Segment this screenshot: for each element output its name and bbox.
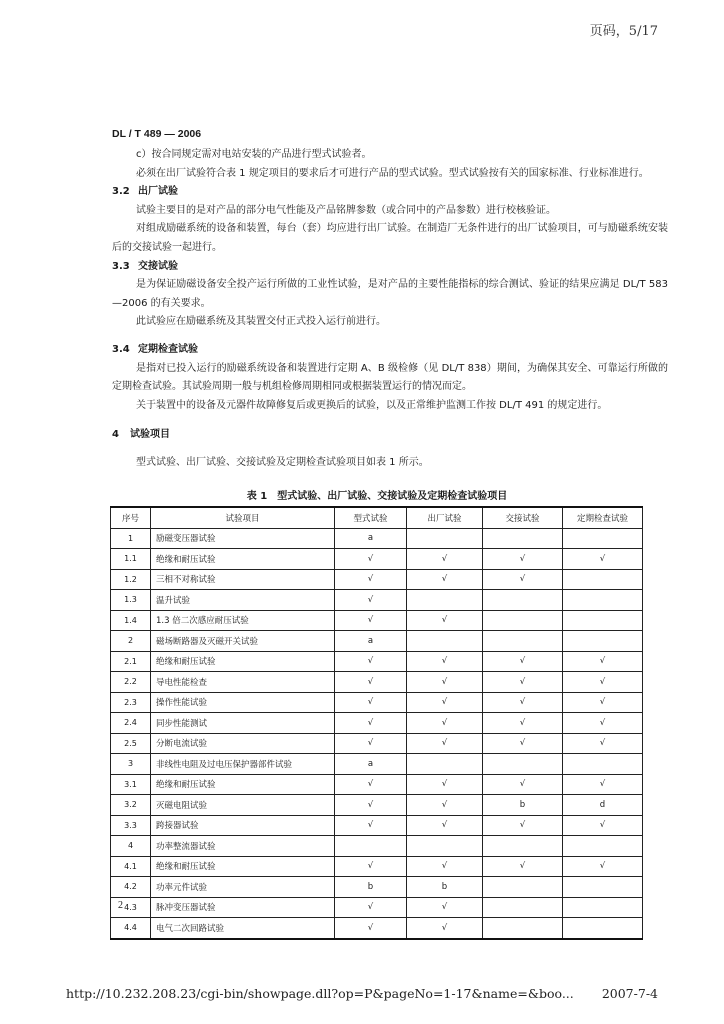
test-mark <box>563 754 643 775</box>
test-mark: √ <box>407 918 483 939</box>
table-row <box>111 836 643 857</box>
test-mark: √ <box>563 856 643 877</box>
test-mark <box>483 836 563 857</box>
table-row <box>111 651 643 672</box>
test-mark: √ <box>483 815 563 836</box>
table-row <box>111 569 643 590</box>
column-header: 出厂试验 <box>407 507 483 528</box>
item-number: 2.4 <box>111 713 151 734</box>
page-number: 2 <box>118 900 123 911</box>
test-mark: √ <box>483 569 563 590</box>
table-row <box>111 815 643 836</box>
test-item-name: 脉冲变压器试验 <box>151 897 335 918</box>
test-mark: √ <box>407 856 483 877</box>
test-mark: √ <box>483 774 563 795</box>
test-item-name: 绝缘和耐压试验 <box>151 651 335 672</box>
test-mark: √ <box>407 610 483 631</box>
item-number: 4.1 <box>111 856 151 877</box>
test-mark: √ <box>407 692 483 713</box>
test-item-name: 绝缘和耐压试验 <box>151 856 335 877</box>
test-mark <box>563 918 643 939</box>
table-header-row <box>111 507 643 528</box>
test-item-name: 操作性能试验 <box>151 692 335 713</box>
column-header: 序号 <box>111 507 151 528</box>
item-number: 1.2 <box>111 569 151 590</box>
test-item-name: 跨接器试验 <box>151 815 335 836</box>
test-mark: √ <box>483 692 563 713</box>
test-item-name: 分断电流试验 <box>151 733 335 754</box>
body-paragraph: 对组成励磁系统的设备和装置，每台（套）均应进行出厂试验。在制造厂无条件进行的出厂试验项目，可与励磁系统安装后的交接试验一起进行。 <box>112 223 668 253</box>
test-item-name: 电气二次回路试验 <box>151 918 335 939</box>
test-mark <box>483 877 563 898</box>
body-paragraph: 此试验应在励磁系统及其装置交付正式投入运行前进行。 <box>136 316 386 328</box>
test-item-name: 功率整流器试验 <box>151 836 335 857</box>
item-number: 2 <box>111 631 151 652</box>
test-mark <box>563 610 643 631</box>
test-item-name: 非线性电阻及过电压保护器部件试验 <box>151 754 335 775</box>
test-mark <box>563 631 643 652</box>
table-row <box>111 713 643 734</box>
section-heading-3-4 <box>112 341 668 360</box>
test-item-name: 磁场断路器及灭磁开关试验 <box>151 631 335 652</box>
table-row <box>111 631 643 652</box>
section-number: 4 <box>112 429 119 441</box>
test-mark <box>483 631 563 652</box>
test-mark: √ <box>483 672 563 693</box>
test-mark: a <box>335 631 407 652</box>
test-item-name: 导电性能检查 <box>151 672 335 693</box>
section-title: 交接试验 <box>138 260 178 272</box>
test-mark: d <box>563 795 643 816</box>
test-mark <box>407 754 483 775</box>
test-mark <box>483 590 563 611</box>
test-mark: √ <box>563 774 643 795</box>
column-header: 型式试验 <box>335 507 407 528</box>
test-mark: √ <box>335 692 407 713</box>
test-mark: √ <box>563 549 643 570</box>
test-mark: a <box>335 528 407 549</box>
test-mark <box>563 590 643 611</box>
document-body <box>112 146 668 473</box>
item-number: 3 <box>111 754 151 775</box>
body-paragraph: 必须在出厂试验符合表 1 规定项目的要求后才可进行产品的型式试验。型式试验按有关的国家标准、行业标准进行。 <box>136 167 649 179</box>
test-mark: √ <box>335 815 407 836</box>
test-mark: √ <box>335 590 407 611</box>
table-row <box>111 795 643 816</box>
item-number: 2.2 <box>111 672 151 693</box>
table-row <box>111 590 643 611</box>
test-mark: √ <box>563 651 643 672</box>
item-number: 1.1 <box>111 549 151 570</box>
test-mark: √ <box>407 815 483 836</box>
test-mark <box>483 528 563 549</box>
item-number: 2.5 <box>111 733 151 754</box>
test-mark <box>563 569 643 590</box>
test-mark <box>335 836 407 857</box>
clause-c: c）按合同规定需对电站安装的产品进行型式试验者。 <box>136 149 372 160</box>
test-mark: √ <box>483 713 563 734</box>
table-row <box>111 918 643 939</box>
table-row <box>111 897 643 918</box>
test-mark: √ <box>407 672 483 693</box>
test-mark: √ <box>563 692 643 713</box>
table-caption: 表 1 型式试验、出厂试验、交接试验及定期检查试验项目 <box>246 491 508 502</box>
item-number: 2.1 <box>111 651 151 672</box>
test-mark <box>407 631 483 652</box>
test-mark: √ <box>483 733 563 754</box>
test-items-table <box>110 506 643 940</box>
item-number: 3.2 <box>111 795 151 816</box>
test-item-name: 励磁变压器试验 <box>151 528 335 549</box>
test-item-name: 功率元件试验 <box>151 877 335 898</box>
table-row <box>111 754 643 775</box>
test-item-name: 三相不对称试验 <box>151 569 335 590</box>
table-row <box>111 692 643 713</box>
test-mark <box>563 897 643 918</box>
test-mark: √ <box>563 815 643 836</box>
body-paragraph: 试验主要目的是对产品的部分电气性能及产品铭牌参数（或合同中的产品参数）进行校核验证。 <box>136 204 556 216</box>
table-row <box>111 549 643 570</box>
test-mark <box>563 836 643 857</box>
table-row <box>111 877 643 898</box>
test-mark: √ <box>407 713 483 734</box>
test-mark <box>563 528 643 549</box>
test-mark <box>407 590 483 611</box>
section-title: 出厂试验 <box>138 186 178 198</box>
test-mark: a <box>335 754 407 775</box>
test-mark: √ <box>407 795 483 816</box>
test-mark: √ <box>563 733 643 754</box>
standard-id: DL / T 489 — 2006 <box>112 128 202 140</box>
test-mark: b <box>407 877 483 898</box>
test-mark: √ <box>563 713 643 734</box>
section-title: 定期检查试验 <box>138 343 198 355</box>
column-header: 试验项目 <box>151 507 335 528</box>
test-mark: √ <box>563 672 643 693</box>
test-item-name: 绝缘和耐压试验 <box>151 549 335 570</box>
test-item-name: 同步性能测试 <box>151 713 335 734</box>
section-number: 3.3 <box>112 260 130 272</box>
section-title: 试验项目 <box>130 429 170 441</box>
table-row <box>111 528 643 549</box>
test-mark: √ <box>335 733 407 754</box>
print-date: 2007-7-4 <box>601 986 658 1001</box>
test-mark <box>483 918 563 939</box>
test-mark: √ <box>335 713 407 734</box>
item-number: 4.2 <box>111 877 151 898</box>
test-mark: √ <box>335 897 407 918</box>
item-number: 4.4 <box>111 918 151 939</box>
page-counter: 页码，5/17 <box>589 24 658 39</box>
test-mark: √ <box>335 672 407 693</box>
test-mark: b <box>335 877 407 898</box>
table-row <box>111 672 643 693</box>
section-number: 3.4 <box>112 343 130 355</box>
test-mark <box>483 754 563 775</box>
test-item-name: 温升试验 <box>151 590 335 611</box>
page-url[interactable]: http://10.232.208.23/cgi-bin/showpage.dll?op=P&pageNo=1-17&name=&boo... <box>66 986 574 1001</box>
table-row <box>111 610 643 631</box>
test-mark: √ <box>407 549 483 570</box>
test-mark: √ <box>335 610 407 631</box>
table-row <box>111 856 643 877</box>
test-item-name: 1.3 倍二次感应耐压试验 <box>151 610 335 631</box>
column-header: 定期检查试验 <box>563 507 643 528</box>
test-mark: √ <box>483 651 563 672</box>
test-mark: √ <box>335 651 407 672</box>
test-mark: √ <box>407 569 483 590</box>
section-number: 3.2 <box>112 186 130 198</box>
test-mark <box>483 897 563 918</box>
item-number: 2.3 <box>111 692 151 713</box>
item-number: 3.3 <box>111 815 151 836</box>
body-paragraph: 关于装置中的设备及元器件故障修复后或更换后的试验，以及正常维护监测工作按 DL/T 491 的规定进行。 <box>136 399 608 411</box>
table-row <box>111 733 643 754</box>
test-mark: √ <box>335 569 407 590</box>
body-paragraph: 型式试验、出厂试验、交接试验及定期检查试验项目如表 1 所示。 <box>136 456 429 468</box>
test-mark <box>407 528 483 549</box>
column-header: 交接试验 <box>483 507 563 528</box>
test-mark: √ <box>407 897 483 918</box>
item-number: 3.1 <box>111 774 151 795</box>
section-heading-4 <box>112 426 668 445</box>
section-heading-3-3 <box>112 258 668 277</box>
test-item-name: 灭磁电阻试验 <box>151 795 335 816</box>
item-number: 1.3 <box>111 590 151 611</box>
test-mark <box>483 610 563 631</box>
test-mark: √ <box>407 774 483 795</box>
test-mark: √ <box>335 918 407 939</box>
test-mark <box>563 877 643 898</box>
test-mark: b <box>483 795 563 816</box>
test-mark: √ <box>335 795 407 816</box>
test-mark: √ <box>483 549 563 570</box>
test-mark: √ <box>335 774 407 795</box>
test-mark: √ <box>483 856 563 877</box>
test-mark: √ <box>407 733 483 754</box>
table-row <box>111 774 643 795</box>
test-mark <box>407 836 483 857</box>
item-number: 4 <box>111 836 151 857</box>
item-number: 1 <box>111 528 151 549</box>
test-mark: √ <box>407 651 483 672</box>
test-mark: √ <box>335 549 407 570</box>
section-heading-3-2 <box>112 183 668 202</box>
body-paragraph: 是为保证励磁设备安全投产运行所做的工业性试验，是对产品的主要性能指标的综合测试、验证的结果应满足 DL/T 583—2006 的有关要求。 <box>112 279 668 309</box>
test-mark: √ <box>335 856 407 877</box>
item-number: 1.4 <box>111 610 151 631</box>
body-paragraph: 是指对已投入运行的励磁系统设备和装置进行定期 A、B 级检修（见 DL/T 838）期间，为确保其安全、可靠运行所做的定期检查试验。其试验周期一般与机组检修周期相同或根据装置运行的情况而定。 <box>112 362 668 393</box>
test-item-name: 绝缘和耐压试验 <box>151 774 335 795</box>
item-number: 4.3 <box>111 897 151 918</box>
